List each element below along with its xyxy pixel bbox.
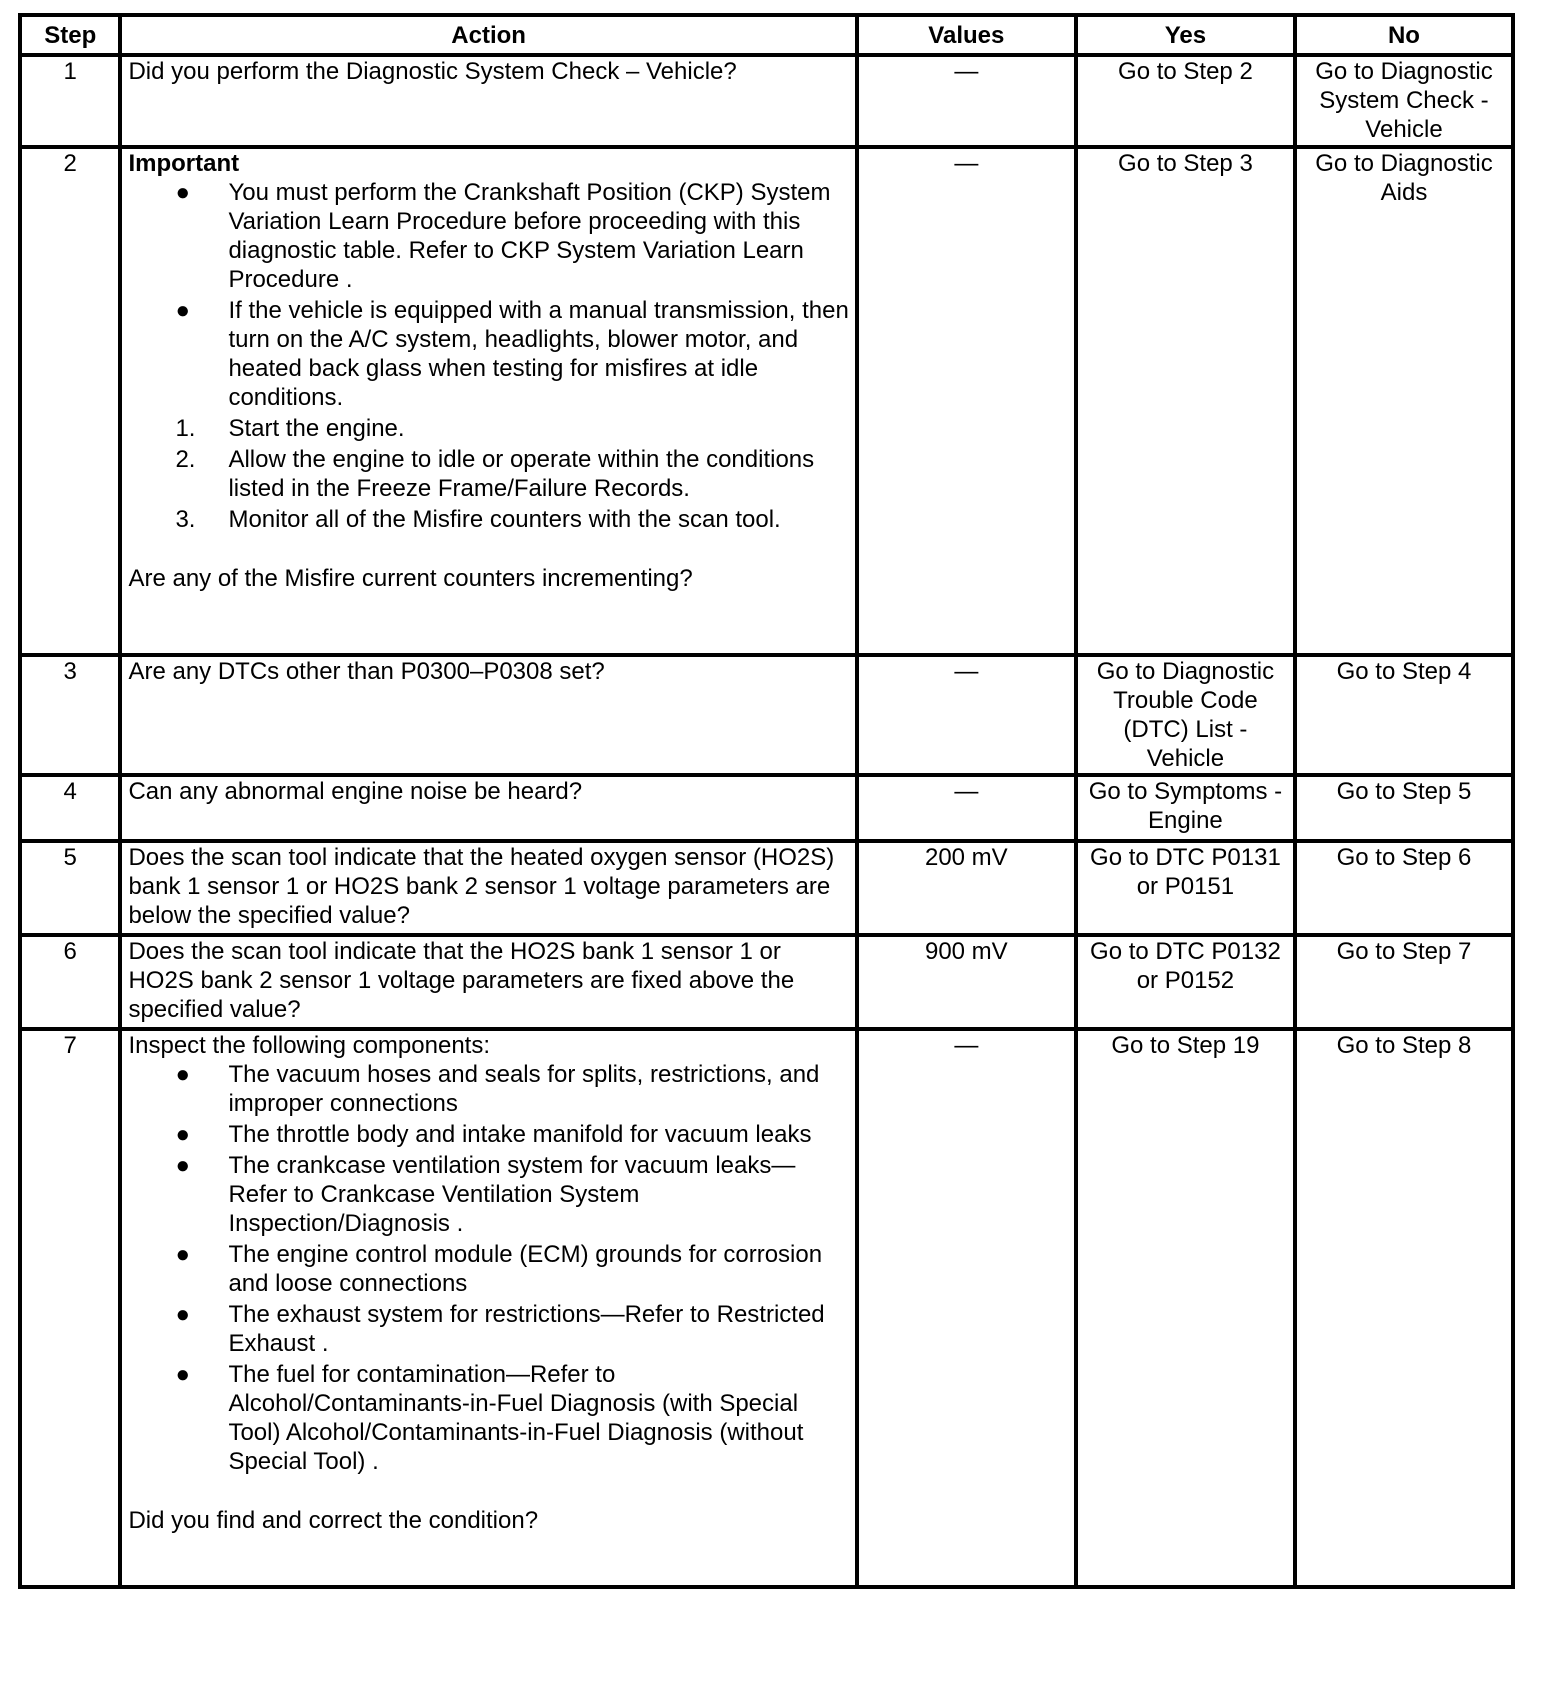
- table-row-step-3: [20, 655, 1513, 775]
- step-number: 3: [20, 655, 120, 775]
- table-row-step-1: [20, 55, 1513, 147]
- step-number: 6: [20, 935, 120, 1029]
- list-item: ● The engine control module (ECM) grounds for corrosion and loose connections: [175, 1241, 823, 1297]
- no-cell: Go to Step 4: [1295, 655, 1513, 775]
- no-cell: Go to Step 6: [1295, 841, 1513, 935]
- table-row-step-4: [20, 775, 1513, 841]
- action-cell: [120, 55, 856, 147]
- action-question: Are any DTCs other than P0300–P0308 set?: [128, 658, 605, 685]
- header-values: Values: [857, 15, 1076, 55]
- action-cell: [120, 147, 856, 655]
- action-cell: [120, 935, 856, 1029]
- important-bullet-list: [128, 178, 848, 412]
- value-cell: 200 mV: [857, 841, 1076, 935]
- table-row-step-2: [20, 147, 1513, 655]
- action-question: Are any of the Misfire current counters incrementing?: [128, 565, 693, 592]
- yes-cell: Go to DTC P0131 or P0151: [1076, 841, 1295, 935]
- yes-cell: Go to Symptoms - Engine: [1076, 775, 1295, 841]
- step-number: 5: [20, 841, 120, 935]
- list-item: ● The vacuum hoses and seals for splits, restrictions, and improper connections: [175, 1061, 820, 1117]
- yes-cell: Go to Step 19: [1076, 1029, 1295, 1587]
- header-step: Step: [20, 15, 120, 55]
- action-cell: [120, 775, 856, 841]
- no-cell: Go to Step 7: [1295, 935, 1513, 1029]
- value-cell: —: [857, 655, 1076, 775]
- no-cell: Go to Step 8: [1295, 1029, 1513, 1587]
- list-item: ● The throttle body and intake manifold for vacuum leaks: [175, 1121, 812, 1148]
- diagnostic-table: [18, 13, 1515, 1589]
- yes-cell: Go to Step 3: [1076, 147, 1295, 655]
- value-cell: —: [857, 55, 1076, 147]
- value-cell: —: [857, 1029, 1076, 1587]
- action-intro: Inspect the following components:: [128, 1032, 490, 1059]
- no-cell: Go to Diagnostic System Check - Vehicle: [1295, 55, 1513, 147]
- bullet-icon: ●: [175, 179, 190, 206]
- list-item: ● The fuel for contamination—Refer to Alcohol/Contaminants-in-Fuel Diagnosis (with Special Tool) Alcohol/Contaminants-in-Fuel Diagnosis (without Special Tool) .: [175, 1361, 804, 1475]
- list-item: 3. Monitor all of the Misfire counters with the scan tool.: [175, 506, 781, 533]
- list-item: ● The exhaust system for restrictions—Refer to Restricted Exhaust .: [175, 1301, 825, 1357]
- step-number: 4: [20, 775, 120, 841]
- action-question: Did you find and correct the condition?: [128, 1507, 539, 1534]
- yes-cell: Go to DTC P0132 or P0152: [1076, 935, 1295, 1029]
- bullet-icon: ●: [175, 1121, 190, 1148]
- header-no: No: [1295, 15, 1513, 55]
- list-item: ● If the vehicle is equipped with a manual transmission, then turn on the A/C system, headlights, blower motor, and heated back glass when testing for misfires at idle conditions.: [175, 297, 849, 411]
- bullet-icon: ●: [175, 1361, 190, 1388]
- bullet-icon: ●: [175, 1061, 190, 1088]
- list-item: 2. Allow the engine to idle or operate within the conditions listed in the Freeze Frame/Failure Records.: [175, 446, 815, 502]
- action-question: Does the scan tool indicate that the HO2S bank 1 sensor 1 or HO2S bank 2 sensor 1 voltage parameters are fixed above the specified value?: [128, 938, 795, 1023]
- no-cell: Go to Step 5: [1295, 775, 1513, 841]
- yes-cell: Go to Step 2: [1076, 55, 1295, 147]
- yes-cell: Go to Diagnostic Trouble Code (DTC) List - Vehicle: [1076, 655, 1295, 775]
- bullet-icon: ●: [175, 1241, 190, 1268]
- list-item: ● You must perform the Crankshaft Position (CKP) System Variation Learn Procedure before proceeding with this diagnostic table. Refer to CKP System Variation Learn Procedure .: [175, 179, 831, 293]
- action-question: Can any abnormal engine noise be heard?: [128, 778, 583, 805]
- table-row-step-7: [20, 1029, 1513, 1587]
- value-cell: —: [857, 775, 1076, 841]
- value-cell: —: [857, 147, 1076, 655]
- table-row-step-6: [20, 935, 1513, 1029]
- header-action: Action: [120, 15, 856, 55]
- important-heading: Important: [128, 150, 240, 177]
- action-cell: [120, 1029, 856, 1587]
- no-cell: Go to Diagnostic Aids: [1295, 147, 1513, 655]
- value-cell: 900 mV: [857, 935, 1076, 1029]
- inspection-bullet-list: [128, 1060, 848, 1476]
- step-number: 7: [20, 1029, 120, 1587]
- list-item: 1. Start the engine.: [175, 415, 405, 442]
- step-number: 1: [20, 55, 120, 147]
- header-row: [20, 15, 1513, 55]
- step-number: 2: [20, 147, 120, 655]
- procedure-step-list: [128, 414, 848, 534]
- action-cell: [120, 841, 856, 935]
- list-item: ● The crankcase ventilation system for vacuum leaks—Refer to Crankcase Ventilation System Inspection/Diagnosis .: [175, 1152, 796, 1237]
- header-yes: Yes: [1076, 15, 1295, 55]
- bullet-icon: ●: [175, 1152, 190, 1179]
- bullet-icon: ●: [175, 1301, 190, 1328]
- action-question: Does the scan tool indicate that the heated oxygen sensor (HO2S) bank 1 sensor 1 or HO2S bank 2 sensor 1 voltage parameters are below the specified value?: [128, 844, 835, 929]
- table-row-step-5: [20, 841, 1513, 935]
- action-cell: [120, 655, 856, 775]
- bullet-icon: ●: [175, 297, 190, 324]
- action-question: Did you perform the Diagnostic System Check – Vehicle?: [128, 58, 737, 85]
